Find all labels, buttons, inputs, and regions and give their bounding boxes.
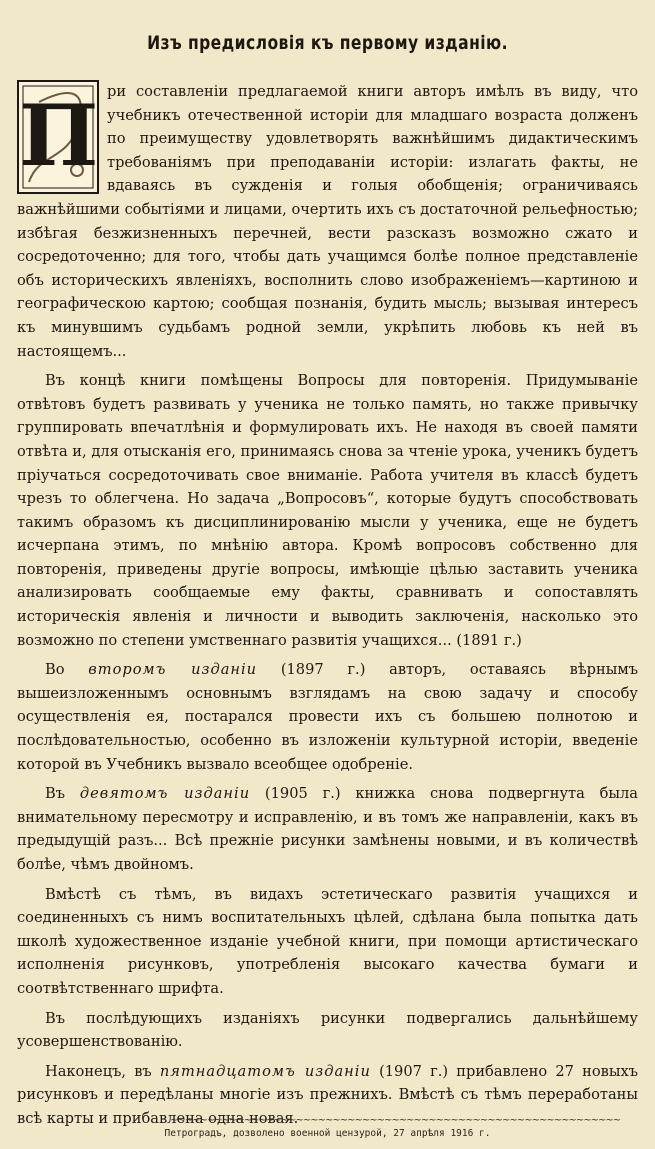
paragraph-4-lead: Въ	[45, 785, 80, 803]
paragraph-7-body: (1907 г.) прибавлено 27 новыхъ рисунковъ и передѣланы многіе изъ прежнихъ. Вмѣстѣ съ тѣмъ переработаны всѣ карты и прибавлена одна новая.	[17, 1062, 638, 1127]
ornamental-initial	[17, 80, 99, 194]
paragraph-4	[17, 782, 638, 876]
paragraph-5: Вмѣстѣ съ тѣмъ, въ видахъ эстетическаго развитія учащихся и соединенныхъ съ нимъ воспитательныхъ цѣлей, сдѣлана была попытка дать школѣ художественное изданіе учебной книги, при помощи артистическаго исполненія рисунковъ, употребленія высокаго качества бумаги и соотвѣтственнаго шрифта.	[17, 885, 638, 997]
wavy-separator: ~~~~~~~~~~~~~~~~~~~~~~~~~~~~~~~~~~~~~~~~~~~~~~~~~~~~~~~~~~~~~	[170, 1115, 621, 1126]
initial-letter: П	[19, 86, 99, 185]
paragraph-3-lead: Во	[45, 661, 89, 679]
page-title: Изъ предисловія къ первому изданію.	[147, 32, 508, 54]
paragraph-1-text: ри составленіи предлагаемой книги авторъ имѣлъ въ виду, что учебникъ отечественной исторіи для младшаго возраста долженъ по преимуществу удовлетворять важнѣйшимъ дидактическимъ требованіямъ при преподаваніи исторіи: излагать факты, не вдаваясь въ сужденія и голыя обобщенія; ограничиваясь важнѣйшими событіями и лицами, очертить ихъ съ достаточной рельефностью; избѣгая безжизненныхъ перечней, вести разсказъ возможно сжато и сосредоточенно; для того, чтобы дать учащимся болѣе полное представленіе объ историческихъ явленіяхъ, восполнить слово изображеніемъ—картиною и географическою картою; сообщая познанія, будить мысль; вызывая интересъ къ минувшимъ судьбамъ родной земли, укрѣпить любовь къ ней въ настоящемъ...	[17, 83, 638, 360]
paragraph-3	[17, 658, 638, 776]
paragraph-6: Въ послѣдующихъ изданіяхъ рисунки подвергались дальнѣйшему усовершенствованію.	[17, 1009, 638, 1051]
paragraph-4-emphasis: девятомъ изданіи	[79, 785, 251, 803]
paragraph-1	[17, 80, 638, 363]
censorship-footer: Петроградъ, дозволено военной цензурой, 27 апрѣля 1916 г.	[164, 1128, 491, 1139]
paragraph-4-body: (1905 г.) книжка снова подвергнута была внимательному пересмотру и исправленію, и въ томъ же направленіи, какъ въ предыдущій разъ... Всѣ прежніе рисунки замѣнены новыми, и въ количествѣ болѣе, чѣмъ двойномъ.	[17, 785, 639, 873]
paragraph-7-emphasis: пятнадцатомъ изданіи	[159, 1062, 371, 1080]
paragraph-7-lead: Наконецъ, въ	[45, 1062, 160, 1080]
paragraph-3-body: (1897 г.) авторъ, оставаясь вѣрнымъ вышеизложеннымъ основнымъ взглядамъ на свою задачу и способу осуществленія ея, постарался провести ихъ съ большею полнотою и послѣдовательностью, особенно въ изложеніи культурной исторіи, введеніе которой въ Учебникъ вызвало всеобщее одобреніе.	[17, 661, 638, 773]
paragraph-2: Въ концѣ книги помѣщены Вопросы для повторенія. Придумываніе отвѣтовъ будетъ развивать у ученика не только память, но также привычку группировать впечатлѣнія и формулировать ихъ. Не находя въ своей памяти отвѣта и, для отысканія его, принимаясь снова за чтеніе урока, ученикъ будетъ пріучаться сосредоточивать свое вниманіе. Работа учителя въ классѣ будетъ чрезъ то облегчена. Но задача „Вопросовъ“, которые будутъ способствовать такимъ образомъ къ дисциплинированію мысли у ученика, еще не будетъ исчерпана этимъ, по мнѣнію автора. Кромѣ вопросовъ собственно для повторенія, приведены другіе вопросы, имѣющіе цѣлью заставить ученика анализировать сообщаемые ему факты, сравнивать и сопоставлять историческія явленія и личности и выводить заключенія, насколько это возможно по степени умственнаго развитія учащихся... (1891 г.)	[17, 372, 638, 649]
paragraph-3-emphasis: второмъ изданіи	[88, 661, 258, 679]
